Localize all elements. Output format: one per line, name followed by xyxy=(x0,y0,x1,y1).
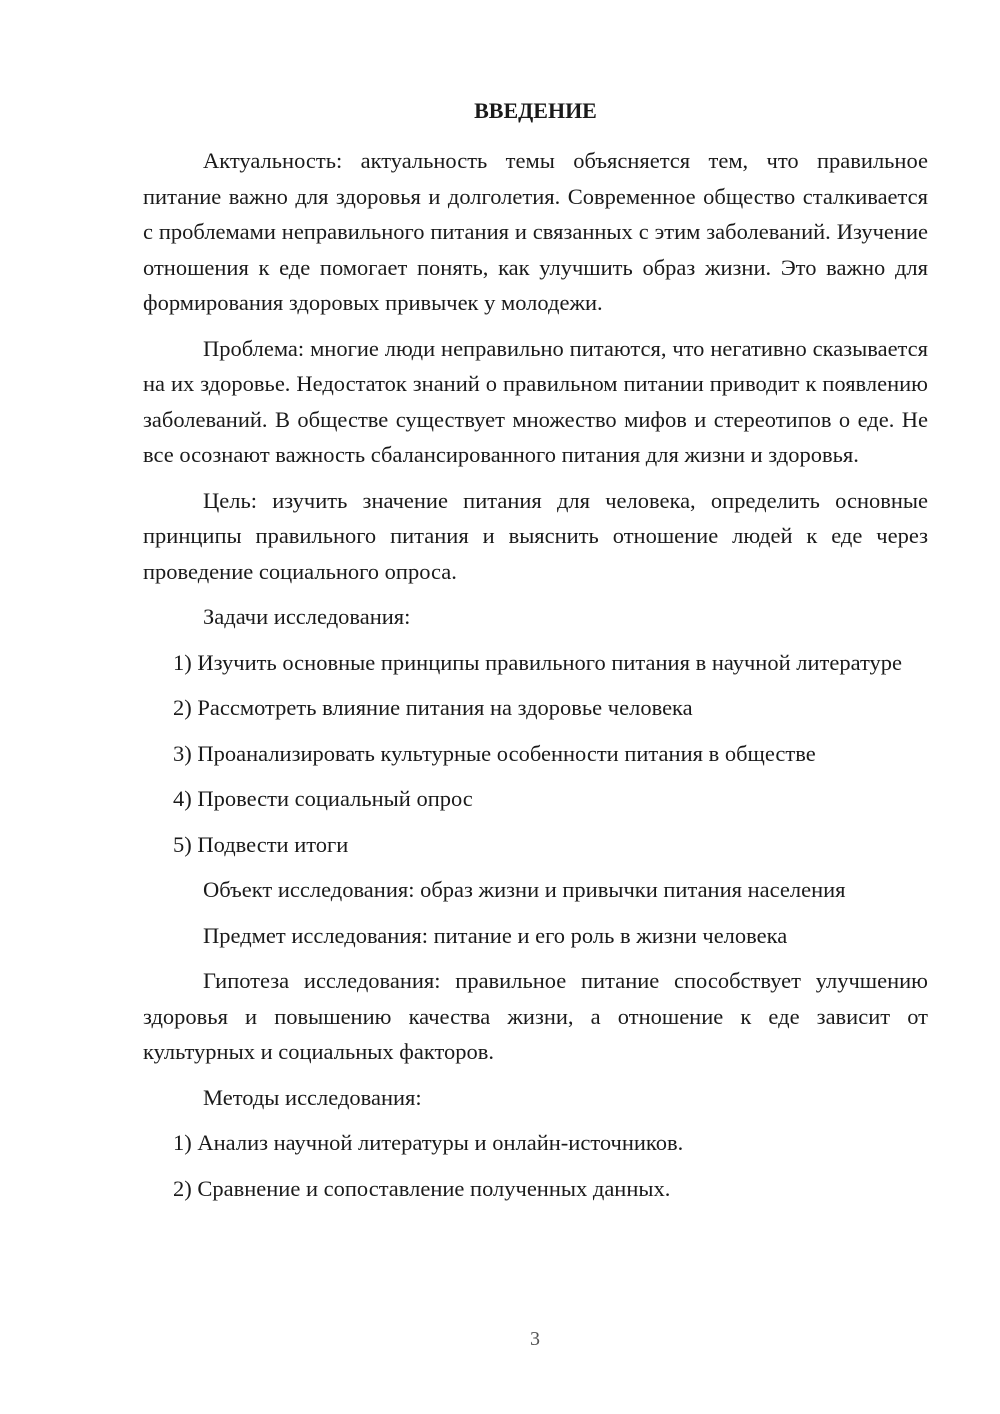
task-item-2: 2) Рассмотреть влияние питания на здоровье человека xyxy=(173,695,693,720)
paragraph-subject: Предмет исследования: питание и его роль в жизни человека xyxy=(203,922,788,948)
paragraph-goal: Цель: изучить значение питания для человека, определить основные принципы правильного питания и выяснить отношение людей к еде через проведение социального опроса. xyxy=(143,487,928,584)
document-body xyxy=(143,143,928,1216)
task-item-3: 3) Проанализировать культурные особенности питания в обществе xyxy=(173,740,816,766)
task-item-4: 4) Провести социальный опрос xyxy=(173,786,473,811)
method-item-1: 1) Анализ научной литературы и онлайн-источников. xyxy=(173,1130,684,1155)
task-item-5: 5) Подвести итоги xyxy=(173,831,349,857)
task-item-1: 1) Изучить основные принципы правильного питания в научной литературе xyxy=(173,649,902,675)
methods-heading: Методы исследования: xyxy=(203,1084,422,1110)
paragraph-object: Объект исследования: образ жизни и привычки питания населения xyxy=(203,877,846,902)
paragraph-problem: Проблема: многие люди неправильно питаются, что негативно сказывается на их здоровье. Недостаток знаний о правильном питании приводит к появлению заболеваний. В обществе существует множество мифов и стереотипов о еде. Не все осознают важность сбалансированного питания для жизни и здоровья. xyxy=(143,335,928,467)
page-title: ВВЕДЕНИЕ xyxy=(474,98,597,123)
paragraph-hypothesis: Гипотеза исследования: правильное питание способствует улучшению здоровья и повышению качества жизни, а отношение к еде зависит от культурных и социальных факторов. xyxy=(143,968,928,1064)
tasks-heading: Задачи исследования: xyxy=(203,604,411,629)
paragraph-relevance: Актуальность: актуальность темы объясняется тем, что правильное питание важно для здоровья и долголетия. Современное общество сталкивается с проблемами неправильного питания и связанных с этим заболеваний. Изучение отношения к еде помогает понять, как улучшить образ жизни. Это важно для формирования здоровых привычек у молодежи. xyxy=(143,148,928,315)
method-item-2: 2) Сравнение и сопоставление полученных данных. xyxy=(173,1175,671,1201)
page-number: 3 xyxy=(530,1328,540,1350)
